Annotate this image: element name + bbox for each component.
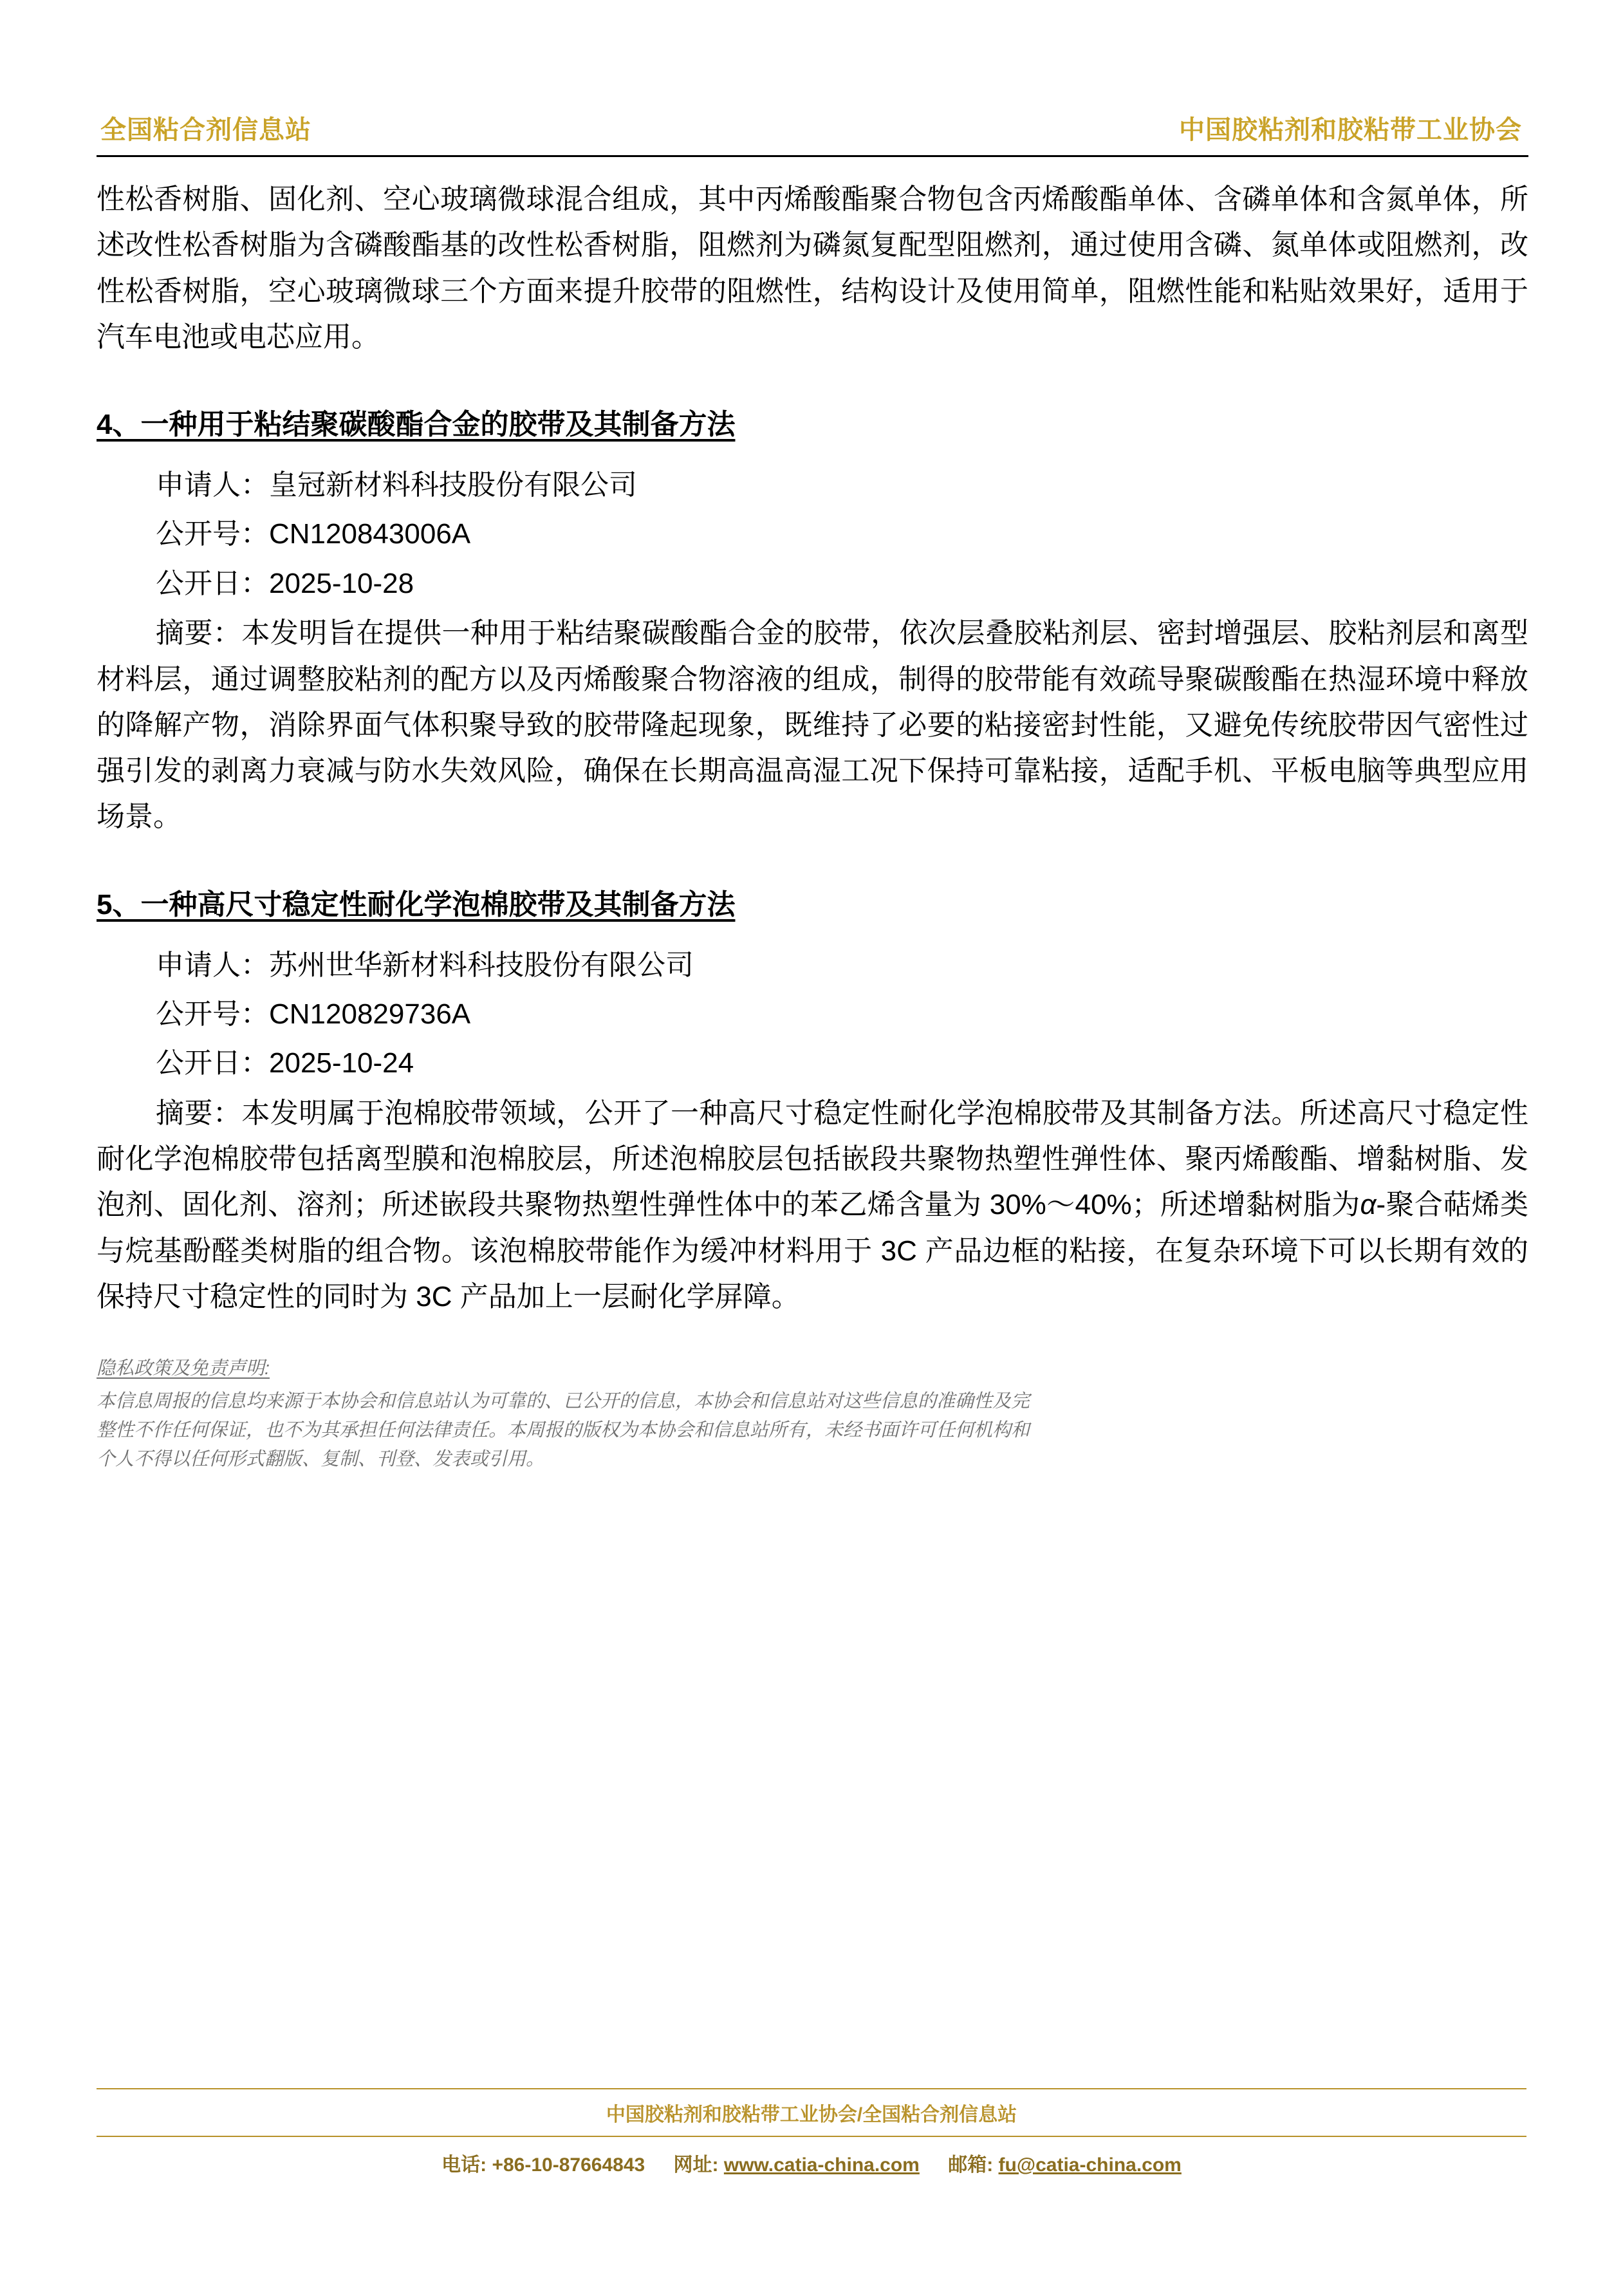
entry-4-pubdate-label: 公开日： [156,567,269,599]
entry-4-abstract [97,610,1528,839]
footer-web-link[interactable]: www.catia-china.com [723,2154,920,2176]
entry-5-abstract-alpha: α [1360,1189,1377,1221]
disclaimer-line-2: 整性不作任何保证，也不为其承担任何法律责任。本周报的版权为本协会和信息站所有，未经书面许可任何机构和 [97,1419,1030,1441]
disclaimer-block [97,1354,1528,1474]
footer-phone-value: +86-10-87664843 [492,2154,645,2176]
footer-email-label: 邮箱: [948,2154,994,2176]
entry-4-pubno-label: 公开号： [156,518,269,550]
footer-phone-label: 电话: [441,2154,487,2176]
entry-5-pubdate-line [97,1041,1528,1086]
entry-4-title-wrap [97,379,1528,454]
footer-email-link[interactable]: fu@catia-china.com [998,2154,1182,2176]
entry-5-pubno-label: 公开号： [156,998,269,1030]
page-footer [97,2088,1526,2177]
entry-4-pubdate-line [97,561,1528,606]
entry-5-abstract-label: 摘要： [156,1097,242,1129]
entry-5-applicant-value: 苏州世华新材料科技股份有限公司 [269,949,694,981]
entry-4-pubdate-value: 2025-10-28 [269,567,414,599]
disclaimer-line-3: 个人不得以任何形式翻版、复制、刊登、发表或引用。 [97,1448,545,1470]
entry-4-pubno-line [97,512,1528,557]
entry-5-title: 5、一种高尺寸稳定性耐化学泡棉胶带及其制备方法 [97,888,736,920]
entry-5-pubdate-label: 公开日： [156,1047,269,1079]
entry-4-abstract-text: 本发明旨在提供一种用于粘结聚碳酸酯合金的胶带，依次层叠胶粘剂层、密封增强层、胶粘剂层和离型材料层，通过调整胶粘剂的配方以及丙烯酸聚合物溶液的组成，制得的胶带能有效疏导聚碳酸酯在热湿环境中释放的降解产物，消除界面气体积聚导致的胶带隆起现象，既维持了必要的粘接密封性能，又避免传统胶带因气密性过强引发的剥离力衰减与防水失效风险，确保在长期高温高湿工况下保持可靠粘接，适配手机、平板电脑等典型应用场景。 [97,617,1528,833]
entry-5-pubdate-value: 2025-10-24 [269,1047,414,1079]
page-header [97,109,1528,155]
entry-5-pubno-line [97,992,1528,1037]
disclaimer-line-1: 本信息周报的信息均来源于本协会和信息站认为可靠的、已公开的信息，本协会和信息站对这些信息的准确性及完 [97,1391,1030,1412]
footer-phone [441,2154,645,2176]
footer-divider-bottom [97,2136,1526,2137]
footer-divider-top [97,2088,1526,2089]
page-content [97,109,1528,1474]
header-left-title: 全国粘合剂信息站 [100,116,311,144]
entry-4-applicant-label: 申请人： [156,469,269,501]
continued-paragraph: 性松香树脂、固化剂、空心玻璃微球混合组成，其中丙烯酸酯聚合物包含丙烯酸酯单体、含磷单体和含氮单体，所述改性松香树脂为含磷酸酯基的改性松香树脂，阻燃剂为磷氮复配型阻燃剂，通过使用含磷、氮单体或阻燃剂，改性松香树脂，空心玻璃微球三个方面来提升胶带的阻燃性，结构设计及使用简单，阻燃性能和粘贴效果好，适用于汽车电池或电芯应用。 [97,183,1528,353]
entry-4-applicant-line [97,463,1528,508]
footer-web [674,2154,920,2176]
entry-5-applicant-line [97,943,1528,988]
footer-contact [97,2149,1526,2177]
footer-web-label: 网址: [673,2154,719,2176]
entry-4-applicant-value: 皇冠新材料科技股份有限公司 [269,469,637,501]
footer-email [948,2154,1182,2176]
entry-5-abstract-text-part2: -聚合萜烯类与烷基酚醛类树脂的组合物。该泡棉胶带能作为缓冲材料用于 3C 产品边框的粘接，在复杂环境下可以长期有效的保持尺寸稳定性的同时为 3C 产品加上一层耐化学屏障。 [97,1189,1528,1312]
entry-5-title-wrap [97,859,1528,934]
footer-organization: 中国胶粘剂和胶粘带工业协会/全国粘合剂信息站 [606,2104,1017,2125]
entry-4-abstract-label: 摘要： [156,617,242,649]
entry-4-pubno-value: CN120843006A [269,518,471,550]
entry-5-applicant-label: 申请人： [156,949,269,981]
header-divider [97,155,1528,157]
entry-5-pubno-value: CN120829736A [269,998,471,1030]
entry-5-abstract [97,1090,1528,1320]
disclaimer-title: 隐私政策及免责声明: [97,1358,270,1379]
entry-4-title: 4、一种用于粘结聚碳酸酯合金的胶带及其制备方法 [97,409,736,441]
entry-5-abstract-text-part1: 本发明属于泡棉胶带领域，公开了一种高尺寸稳定性耐化学泡棉胶带及其制备方法。所述高尺寸稳定性耐化学泡棉胶带包括离型膜和泡棉胶层，所述泡棉胶层包括嵌段共聚物热塑性弹性体、聚丙烯酸酯、增黏树脂、发泡剂、固化剂、溶剂；所述嵌段共聚物热塑性弹性体中的苯乙烯含量为 30%～40%；所述增黏树脂为 [97,1097,1528,1221]
header-right-title: 中国胶粘剂和胶粘带工业协会 [1179,116,1522,144]
